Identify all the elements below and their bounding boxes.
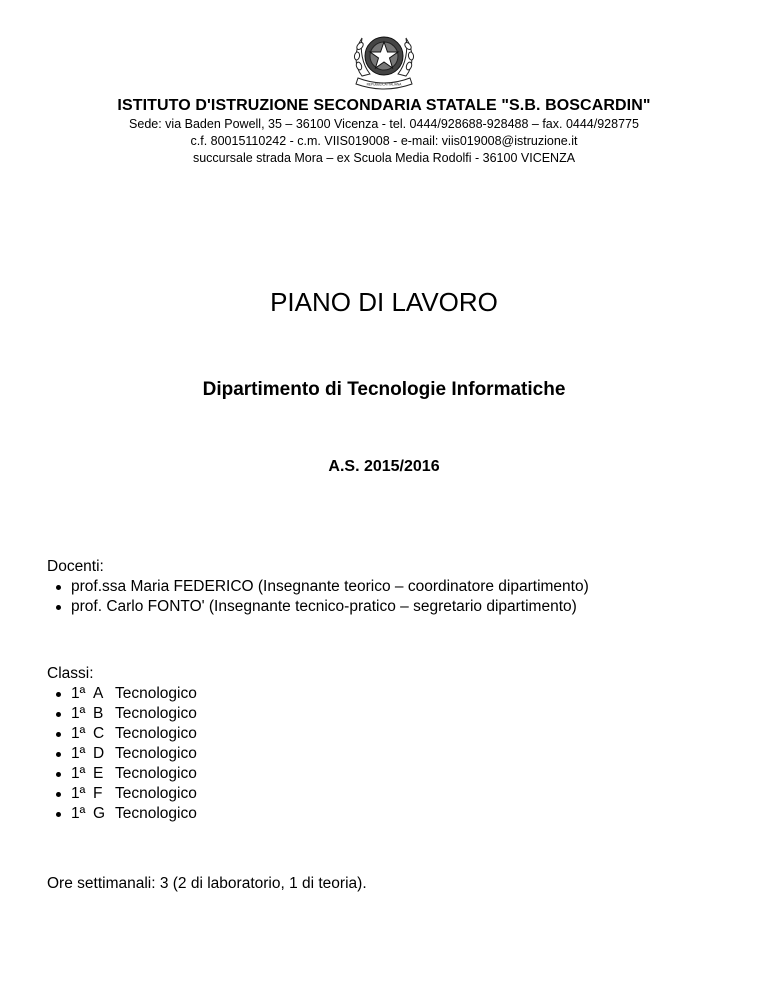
class-section-letter: A [93, 685, 104, 702]
class-section-letter: G [93, 805, 106, 822]
classes-section [47, 664, 197, 824]
bullet-icon [56, 692, 61, 697]
teachers-list [47, 577, 589, 617]
address-line-1: Sede: via Baden Powell, 35 – 36100 Vicenza - tel. 0444/928688-928488 – fax. 0444/928775 [129, 117, 639, 131]
class-year: 1ª [71, 745, 86, 762]
list-item [47, 597, 589, 617]
list-item [47, 804, 197, 824]
list-item [47, 784, 197, 804]
class-section-letter: D [93, 745, 105, 762]
bullet-icon [56, 792, 61, 797]
bullet-icon [56, 585, 61, 590]
class-track: Tecnologico [115, 685, 197, 702]
class-section-letter: E [93, 765, 104, 782]
class-year: 1ª [71, 705, 86, 722]
bullet-icon [56, 605, 61, 610]
teacher-name: prof. Carlo FONTO' (Insegnante tecnico-pratico – segretario dipartimento) [71, 598, 577, 615]
list-item [47, 684, 197, 704]
class-year: 1ª [71, 805, 86, 822]
class-year: 1ª [71, 765, 86, 782]
bullet-icon [56, 732, 61, 737]
class-section-letter: F [93, 785, 103, 802]
bullet-icon [56, 812, 61, 817]
department-title: Dipartimento di Tecnologie Informatiche [202, 379, 566, 400]
class-section-letter: B [93, 705, 104, 722]
classes-label: Classi: [47, 665, 94, 682]
school-year: A.S. 2015/2016 [328, 458, 440, 475]
teachers-label: Docenti: [47, 558, 104, 575]
bullet-icon [56, 772, 61, 777]
class-track: Tecnologico [115, 745, 197, 762]
class-track: Tecnologico [115, 725, 197, 742]
page-title: PIANO DI LAVORO [270, 287, 498, 317]
address-line-3: succursale strada Mora – ex Scuola Media Rodolfi - 36100 VICENZA [192, 151, 576, 165]
list-item [47, 704, 197, 724]
list-item [47, 577, 589, 597]
bullet-icon [56, 752, 61, 757]
classes-list [47, 684, 197, 824]
list-item [47, 744, 197, 764]
teacher-name: prof.ssa Maria FEDERICO (Insegnante teorico – coordinatore dipartimento) [71, 578, 589, 595]
list-item [47, 764, 197, 784]
class-year: 1ª [71, 685, 86, 702]
class-track: Tecnologico [115, 765, 197, 782]
emblem-ribbon-text: REPUBBLICA ITALIANA [366, 82, 402, 87]
letterhead [0, 96, 768, 167]
class-track: Tecnologico [115, 805, 197, 822]
class-track: Tecnologico [115, 705, 197, 722]
class-track: Tecnologico [115, 785, 197, 802]
bullet-icon [56, 712, 61, 717]
address-line-2: c.f. 80015110242 - c.m. VIIS019008 - e-mail: viis019008@istruzione.it [190, 134, 578, 148]
list-item [47, 724, 197, 744]
italian-republic-emblem-icon [348, 24, 420, 94]
class-year: 1ª [71, 725, 86, 742]
weekly-hours: Ore settimanali: 3 (2 di laboratorio, 1 di teoria). [47, 875, 367, 892]
teachers-section [47, 557, 589, 617]
class-section-letter: C [93, 725, 105, 742]
school-name: ISTITUTO D'ISTRUZIONE SECONDARIA STATALE "S.B. BOSCARDIN" [117, 97, 651, 114]
class-year: 1ª [71, 785, 86, 802]
